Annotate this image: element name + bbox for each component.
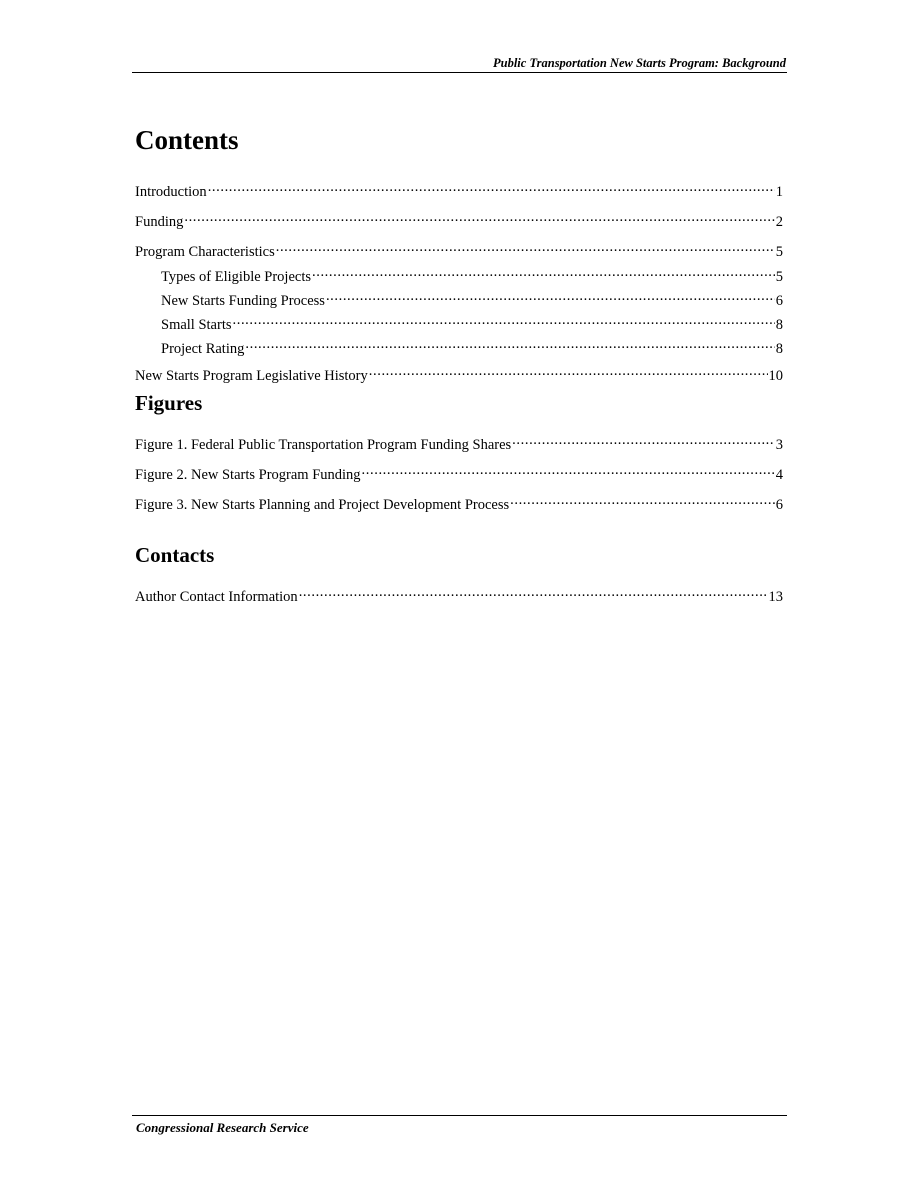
dot-leader: [245, 335, 774, 353]
dot-leader: [312, 263, 775, 281]
footer-rule: [132, 1115, 787, 1116]
toc-entry-page: 5: [775, 244, 783, 260]
toc-entry-introduction[interactable]: [135, 178, 783, 201]
toc-entry-label: Small Starts: [161, 317, 232, 333]
figure-entry-label: Figure 3. New Starts Planning and Project Development Process: [135, 497, 510, 513]
toc-entry-page: 10: [768, 368, 783, 384]
toc-entry-label: Introduction: [135, 184, 207, 200]
figure-entry-label: Figure 2. New Starts Program Funding: [135, 467, 361, 483]
toc-entry-label: Project Rating: [161, 341, 245, 357]
dot-leader: [208, 178, 775, 196]
toc-entry-label: New Starts Funding Process: [161, 293, 325, 309]
contact-entry-page: 13: [768, 589, 783, 605]
toc-entry-page: 8: [775, 341, 783, 357]
figures-list: [135, 431, 783, 521]
dot-leader: [276, 238, 775, 256]
contact-entry-label: Author Contact Information: [135, 589, 298, 605]
toc-entry-funding[interactable]: [135, 208, 783, 231]
figure-entry-page: 3: [775, 437, 783, 453]
toc-entry-new-starts-funding-process[interactable]: [135, 287, 783, 310]
toc-entry-program-characteristics[interactable]: [135, 238, 783, 261]
dot-leader: [512, 431, 775, 449]
contacts-title: Contacts: [135, 543, 215, 567]
running-header: Public Transportation New Starts Program: Background: [493, 56, 786, 70]
figure-entry-2[interactable]: [135, 461, 783, 484]
figure-entry-3[interactable]: [135, 491, 783, 514]
dot-leader: [299, 583, 768, 601]
contents-title: Contents: [135, 125, 239, 155]
toc-entry-label: Program Characteristics: [135, 244, 275, 260]
toc-entry-page: 2: [775, 214, 783, 230]
figure-entry-1[interactable]: [135, 431, 783, 454]
toc-entry-page: 5: [775, 269, 783, 285]
toc-entry-page: 8: [775, 317, 783, 333]
toc-entry-small-starts[interactable]: [135, 311, 783, 334]
contact-entry-author[interactable]: [135, 583, 783, 606]
figure-entry-page: 4: [775, 467, 783, 483]
toc-entry-page: 1: [775, 184, 783, 200]
toc-entry-project-rating[interactable]: [135, 335, 783, 358]
toc-entry-page: 6: [775, 293, 783, 309]
toc-entry-legislative-history[interactable]: [135, 362, 783, 385]
toc-entry-label: Types of Eligible Projects: [161, 269, 311, 285]
running-footer: Congressional Research Service: [136, 1120, 309, 1135]
dot-leader: [233, 311, 775, 329]
toc-entry-types-of-eligible-projects[interactable]: [135, 263, 783, 286]
header-rule: [132, 72, 787, 73]
toc-entry-label: Funding: [135, 214, 184, 230]
dot-leader: [362, 461, 775, 479]
figure-entry-label: Figure 1. Federal Public Transportation Program Funding Shares: [135, 437, 512, 453]
figures-title: Figures: [135, 391, 203, 415]
dot-leader: [510, 491, 775, 509]
dot-leader: [326, 287, 775, 305]
contents-list: [135, 178, 783, 392]
contacts-list: [135, 583, 783, 613]
dot-leader: [369, 362, 768, 380]
toc-entry-label: New Starts Program Legislative History: [135, 368, 368, 384]
figure-entry-page: 6: [775, 497, 783, 513]
dot-leader: [184, 208, 774, 226]
